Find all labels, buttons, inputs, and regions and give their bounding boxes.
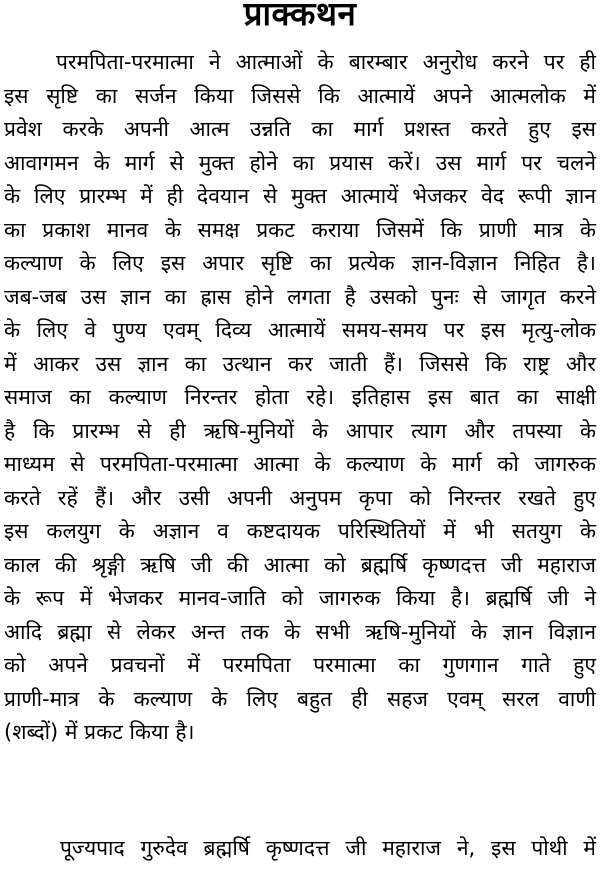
text-line: प्राणी-मात्र के कल्याण के लिए बहुत ही सहज एवम् सरल वाणी [4, 686, 596, 711]
text-line: को अपने प्रवचनों में परमपिता परमात्मा का गुणगान गाते हुए [4, 653, 596, 677]
text-line: के रूप में भेजकर मानव-जाति को जागरुक किया है। ब्रह्मर्षि जी ने [4, 586, 596, 610]
text-line: आवागमन के मार्ग से मुक्त होने का प्रयास करें। उस मार्ग पर चलने [4, 150, 596, 175]
text-line: इस सृष्टि का सर्जन किया जिससे कि आत्मायें अपने आत्मलोक में [4, 83, 596, 108]
text-line: प्रवेश करके अपनी आत्म उन्नति का मार्ग प्रशस्त करते हुए इस [4, 117, 596, 141]
text-line: कल्याण के लिए इस अपार सृष्टि का प्रत्येक ज्ञान-विज्ञान निहित है। [4, 251, 596, 275]
text-line: माध्यम से परमपिता-परमात्मा आत्मा के कल्याण के मार्ग को जागरुक [4, 452, 596, 476]
text-line: के लिए प्रारम्भ में ही देवयान से मुक्त आत्मायें भेजकर वेद रूपी ज्ञान [4, 184, 596, 208]
text-line: काल की श्रृङ्गी ऋषि जी की आत्मा को ब्रह्मर्षि कृष्णदत्त जी महाराज [4, 552, 596, 577]
paragraph-1 [0, 46, 600, 750]
text-line: समाज का कल्याण निरन्तर होता रहे। इतिहास इस बात का साक्षी [4, 385, 596, 409]
text-line: इस कलयुग के अज्ञान व कष्टदायक परिस्थितियों में भी सतयुग के [4, 519, 596, 543]
text-line: करते रहें हैं। और उसी अपनी अनुपम कृपा को निरन्तर रखते हुए [4, 485, 596, 510]
text-line: पूज्यपाद गुरुदेव ब्रह्मर्षि कृष्णदत्त जी महाराज ने, इस पोथी में [60, 836, 596, 860]
text-line: (शब्दों) में प्रकट किया है। [4, 720, 195, 744]
text-line: परमपिता-परमात्मा ने आत्माओं के बारम्बार अनुरोध करने पर ही [56, 50, 596, 74]
text-line: के लिए वे पुण्य एवम् दिव्य आत्मायें समय-समय पर इस मृत्यु-लोक [4, 318, 596, 342]
text-line: का प्रकाश मानव के समक्ष प्रकट कराया जिसमें कि प्राणी मात्र के [4, 217, 596, 242]
text-line: आदि ब्रह्मा से लेकर अन्त तक के सभी ऋषि-मुनियों के ज्ञान विज्ञान [4, 619, 596, 644]
text-line: है कि प्रारम्भ से ही ऋषि-मुनियों के आपार त्याग और तपस्या के [4, 418, 596, 443]
text-line: जब-जब उस ज्ञान का ह्रास होने लगता है उसको पुनः से जागृत करने [4, 284, 596, 309]
page-title: प्राक्कथन [243, 0, 357, 33]
paragraph-2 [0, 832, 600, 866]
text-line: में आकर उस ज्ञान का उत्थान कर जाती हैं। जिससे कि राष्ट्र और [4, 351, 596, 376]
